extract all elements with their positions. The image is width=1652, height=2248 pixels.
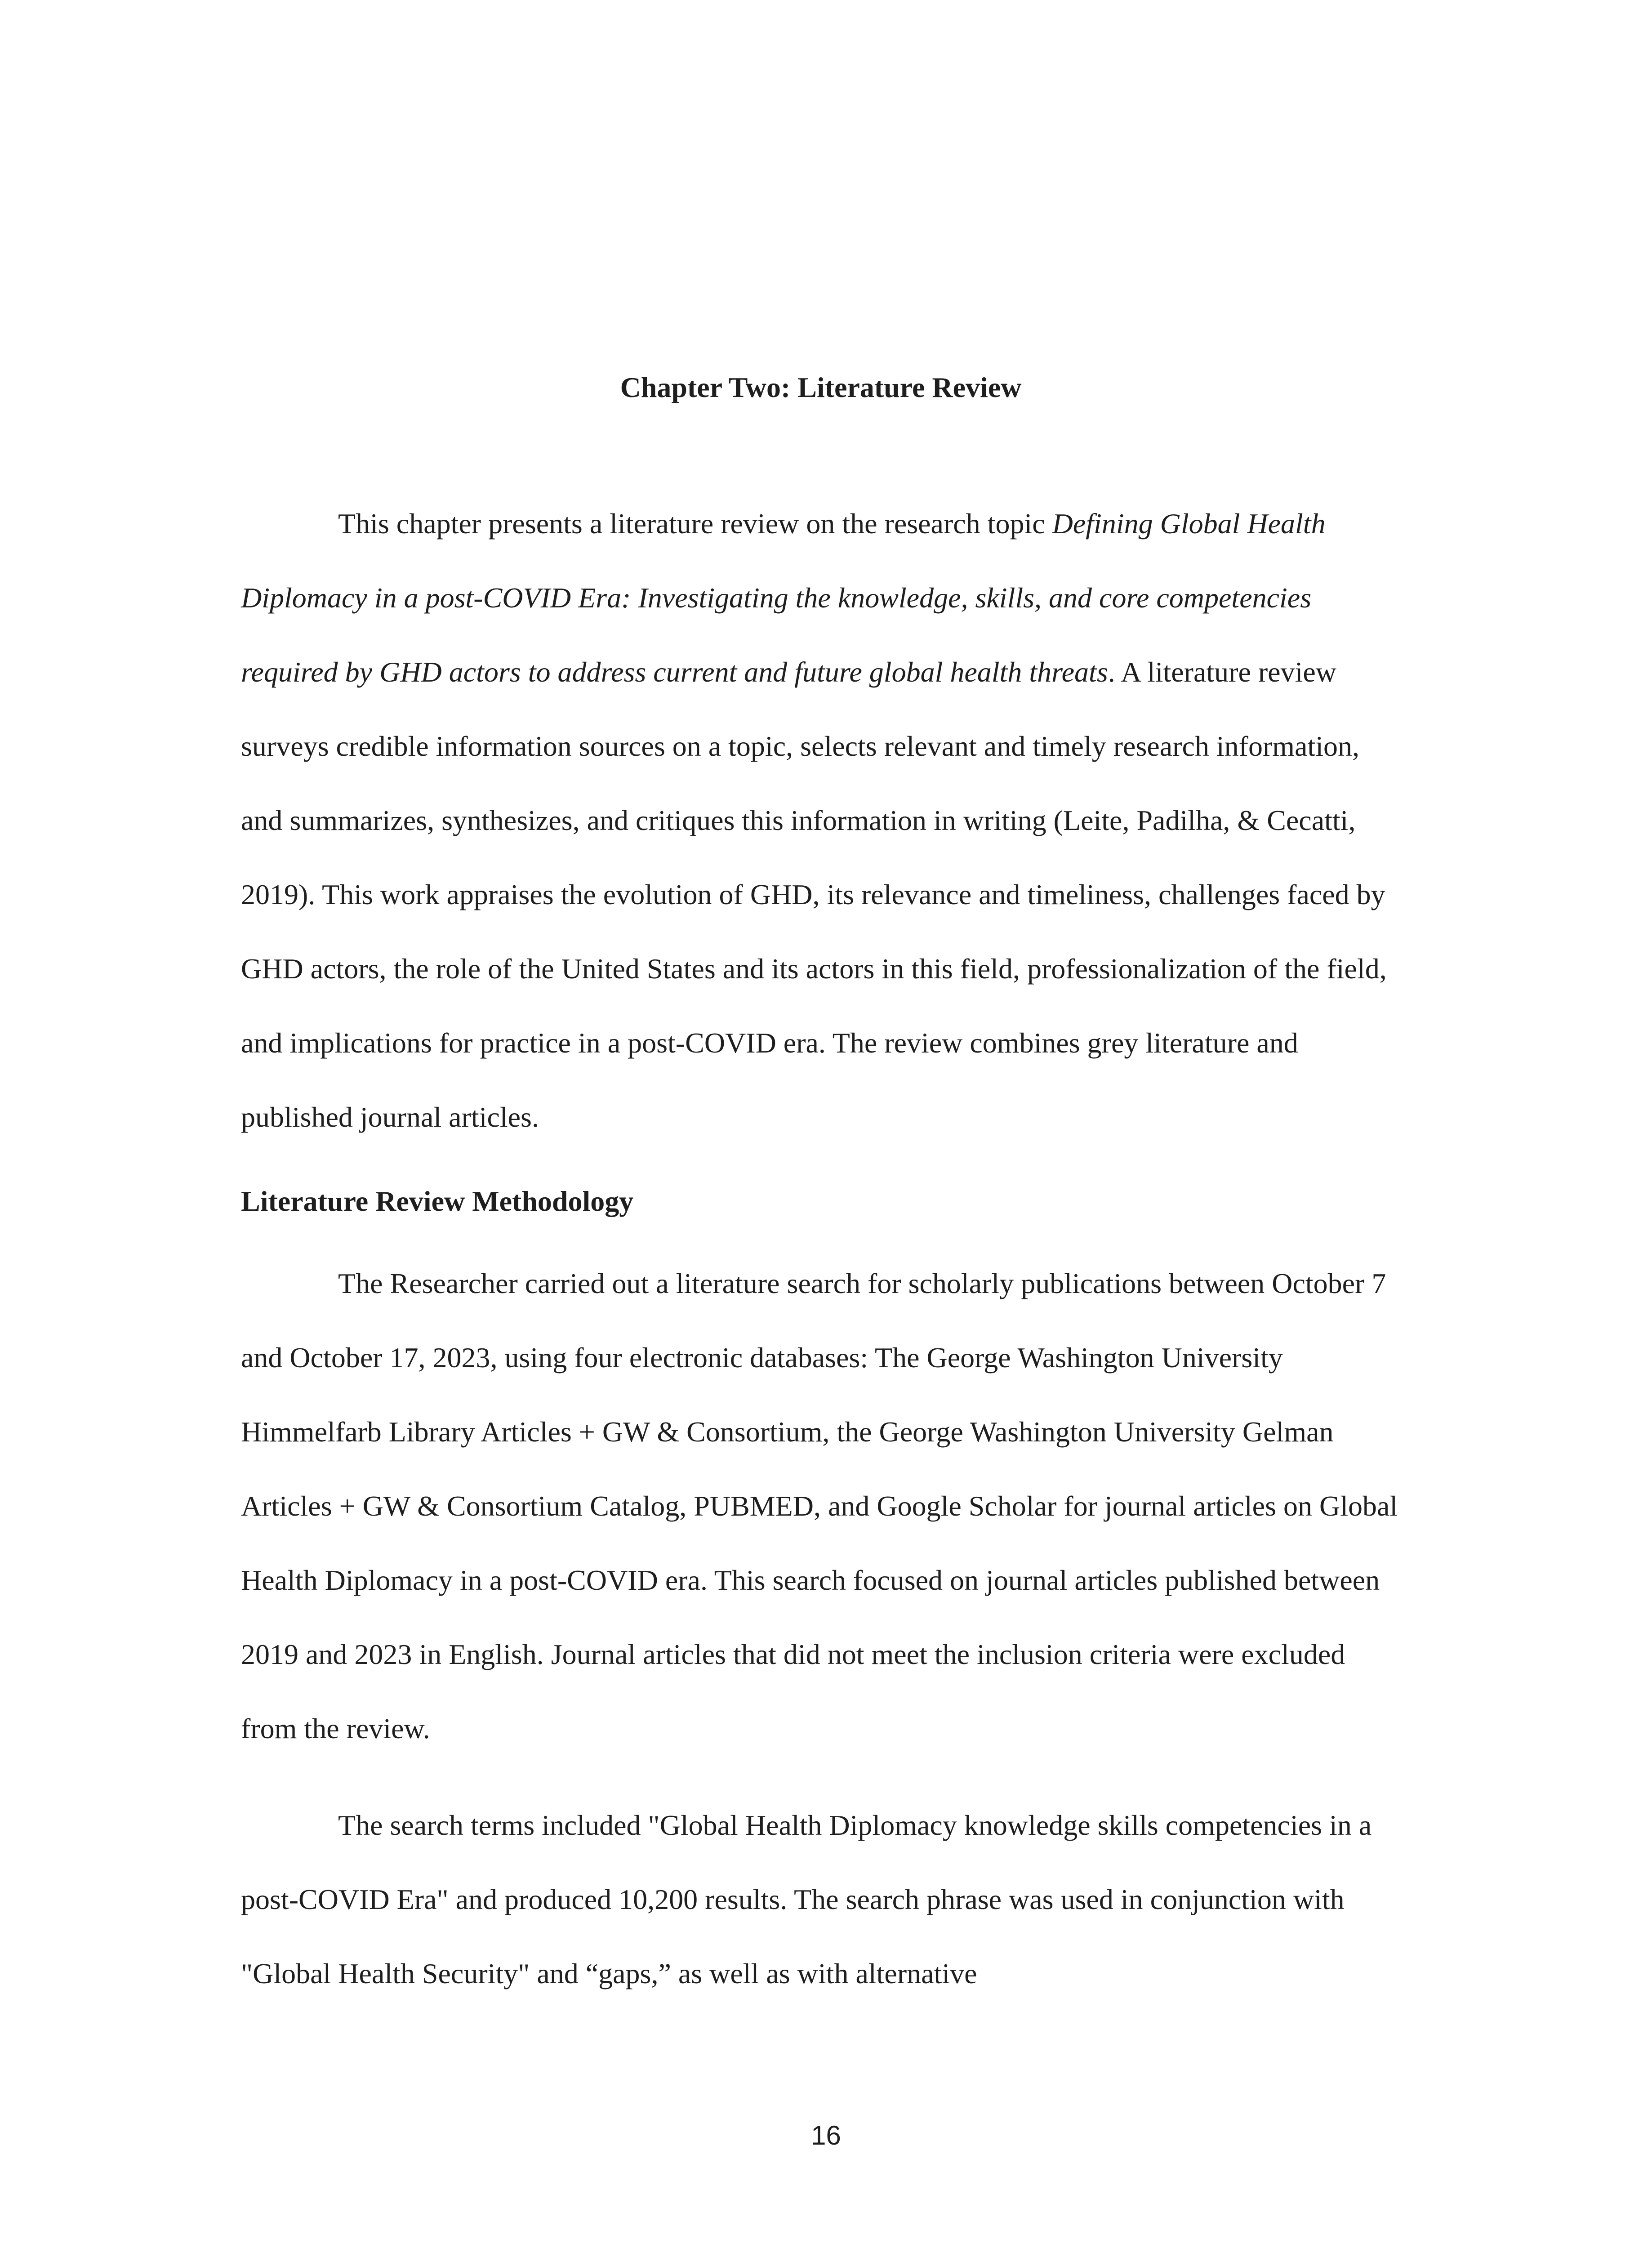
page-content (241, 365, 1401, 2011)
intro-body-text: . A literature review surveys credible information sources on a topic, selects relevant and timely research information, and summarizes, synthesizes, and critiques this information in writing (Leite, Padilha, & Cecatti, 2019). This work appraises the evolution of GHD, its relevance and timeliness, challenges faced by GHD actors, the role of the United States and its actors in this field, professionalization of the field, and implications for practice in a post-COVID era. The review combines grey literature and published journal articles. (241, 656, 1387, 1133)
intro-lead-text: This chapter presents a literature review on the research topic (338, 508, 1052, 540)
methodology-paragraph-1: The Researcher carried out a literature search for scholarly publications between October 7 and October 17, 2023, using four electronic databases: The George Washington University Himmelfarb Library Articles + GW & Consortium, the George Washington University Gelman Articles + GW & Consortium Catalog, PUBMED, and Google Scholar for journal articles on Global Health Diplomacy in a post-COVID era. This search focused on journal articles published between 2019 and 2023 in English. Journal articles that did not meet the inclusion criteria were excluded from the review. (241, 1267, 1398, 1744)
intro-paragraph (241, 486, 1401, 1154)
research-topic-title: Defining Global Health Diplomacy in a post-COVID Era: Investigating the knowledge, skills, and core competencies required by GHD actors to address current and future global health threats (241, 508, 1326, 688)
methodology-paragraph-2: The search terms included "Global Health Diplomacy knowledge skills competencies in a post-COVID Era" and produced 10,200 results. The search phrase was used in conjunction with "Global Health Security" and “gaps,” as well as with alternative (241, 1809, 1372, 1989)
chapter-title: Chapter Two: Literature Review (620, 371, 1022, 403)
page-number: 16 (811, 2120, 841, 2150)
section-heading-methodology: Literature Review Methodology (241, 1185, 634, 1217)
